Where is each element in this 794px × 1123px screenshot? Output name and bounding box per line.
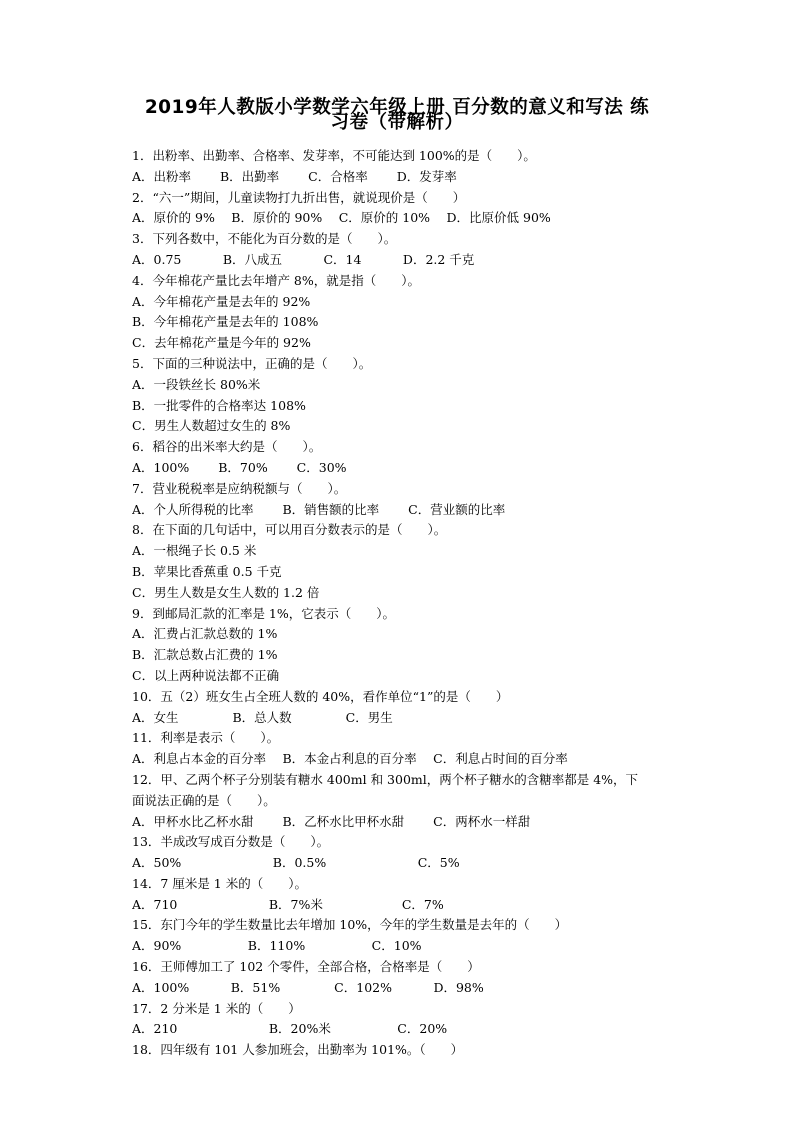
- question-line: 17．2 分米是 1 米的（ ）: [132, 1000, 301, 1016]
- question-line: B．苹果比香蕉重 0.5 千克: [132, 563, 282, 579]
- question-line: A．出粉率 B．出勤率 C．合格率 D．发芽率: [132, 168, 457, 184]
- question-line: 面说法正确的是（ ）。: [132, 792, 276, 808]
- question-line: 6．稻谷的出米率大约是（ ）。: [132, 439, 322, 455]
- question-line: B．今年棉花产量是去年的 108%: [132, 314, 319, 330]
- question-line: A．0.75 B．八成五 C．14 D．2.2 千克: [132, 251, 475, 267]
- question-line: A．210 B．20%米 C．20%: [132, 1021, 448, 1037]
- question-line: 15．东门今年的学生数量比去年增加 10%，今年的学生数量是去年的（ ）: [132, 917, 568, 933]
- question-line: A．100% B．51% C．102% D．98%: [132, 979, 484, 995]
- question-list: [132, 146, 672, 1061]
- question-line: A．个人所得税的比率 B．销售额的比率 C．营业额的比率: [132, 501, 506, 517]
- question-line: A．50% B．0.5% C．5%: [132, 855, 460, 871]
- question-line: 18．四年级有 101 人参加班会，出勤率为 101%。（ ）: [132, 1042, 464, 1058]
- question-line: A．90% B．110% C．10%: [132, 938, 422, 954]
- question-line: A．今年棉花产量是去年的 92%: [132, 293, 311, 309]
- question-line: 3．下列各数中，不能化为百分数的是（ ）。: [132, 231, 397, 247]
- question-line: C．男生人数超过女生的 8%: [132, 418, 291, 434]
- question-line: 14．7 厘米是 1 米的（ ）。: [132, 875, 307, 891]
- question-line: A．甲杯水比乙杯水甜 B．乙杯水比甲杯水甜 C．两杯水一样甜: [132, 813, 531, 829]
- question-line: B．汇款总数占汇费的 1%: [132, 647, 278, 663]
- question-line: 5．下面的三种说法中，正确的是（ ）。: [132, 355, 372, 371]
- question-line: 4．今年棉花产量比去年增产 8%，就是指（ ）。: [132, 272, 421, 288]
- question-line: 16．王师傅加工了 102 个零件，全部合格，合格率是（ ）: [132, 959, 480, 975]
- question-line: A．原价的 9% B．原价的 90% C．原价的 10% D．比原价低 90%: [132, 210, 551, 226]
- question-line: B．一批零件的合格率达 108%: [132, 397, 306, 413]
- question-line: 7．营业税税率是应纳税额与（ ）。: [132, 480, 347, 496]
- question-line: A．一段铁丝长 80%米: [132, 376, 261, 392]
- question-line: 1．出粉率、出勤率、合格率、发芽率，不可能达到 100%的是（ ）。: [132, 148, 536, 163]
- question-line: A．710 B．7%米 C．7%: [132, 896, 444, 912]
- question-line: C．男生人数是女生人数的 1.2 倍: [132, 584, 320, 600]
- question-line: 12．甲、乙两个杯子分别装有糖水 400ml 和 300ml，两个杯子糖水的含糖率都是 4%，下: [132, 771, 639, 787]
- question-line: 8．在下面的几句话中，可以用百分数表示的是（ ）。: [132, 522, 447, 538]
- question-line: C．去年棉花产量是今年的 92%: [132, 335, 311, 351]
- question-line: A．女生 B．总人数 C．男生: [132, 709, 393, 725]
- question-line: 2．“六一”期间，儿童读物打九折出售，就说现价是（ ）: [132, 189, 466, 205]
- question-line: 10．五（2）班女生占全班人数的 40%，看作单位“1”的是（ ）: [132, 688, 509, 704]
- question-line: 9．到邮局汇款的汇率是 1%，它表示（ ）。: [132, 605, 396, 621]
- question-line: 13．半成改写成百分数是（ ）。: [132, 834, 330, 850]
- question-line: A．利息占本金的百分率 B．本金占利息的百分率 C．利息占时间的百分率: [132, 751, 568, 767]
- question-line: A．一根绳子长 0.5 米: [132, 543, 257, 559]
- question-line: C．以上两种说法都不正确: [132, 667, 280, 683]
- question-line: 11．利率是表示（ ）。: [132, 730, 280, 746]
- page-title-line-2: 习卷（带解析）: [330, 112, 464, 133]
- page-title-line-1: 2019年人教版小学数学六年级上册 百分数的意义和写法 练: [144, 97, 650, 118]
- question-line: A．100% B．70% C．30%: [132, 459, 347, 475]
- question-line: A．汇费占汇款总数的 1%: [132, 626, 278, 642]
